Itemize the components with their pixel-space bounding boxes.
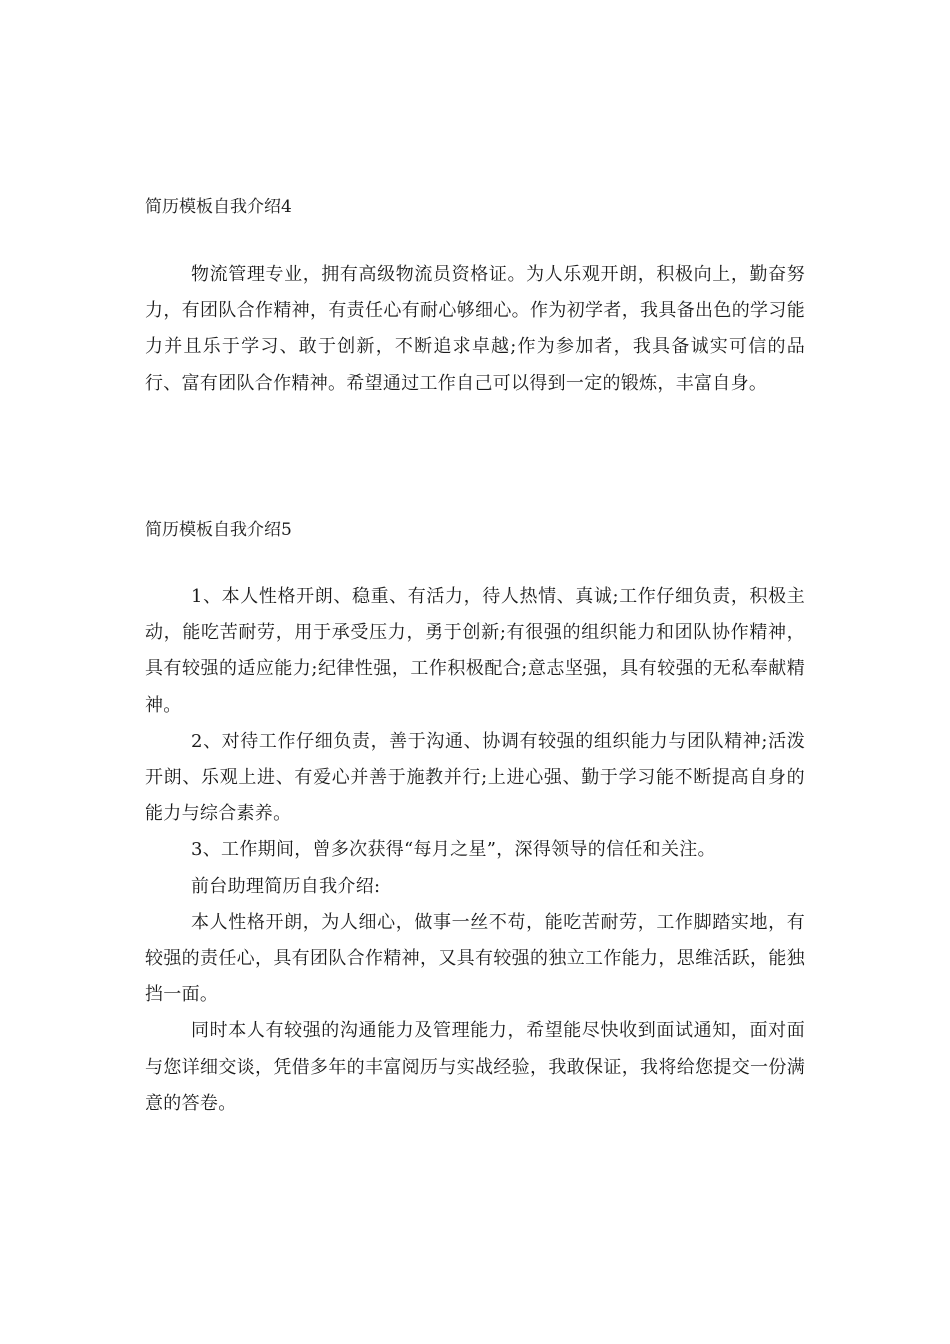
section-body-5	[145, 579, 805, 1122]
paragraph: 本人性格开朗，为人细心，做事一丝不苟，能吃苦耐劳，工作脚踏实地，有较强的责任心，具有团队合作精神，又具有较强的独立工作能力，思维活跃，能独挡一面。	[145, 911, 805, 1006]
paragraph: 同时本人有较强的沟通能力及管理能力，希望能尽快收到面试通知，面对面与您详细交谈，凭借多年的丰富阅历与实战经验，我敢保证，我将给您提交一份满意的答卷。	[145, 1020, 805, 1114]
section-heading-4: 简历模板自我介绍4	[145, 197, 292, 217]
paragraph-item-3: 3、工作期间，曾多次获得“每月之星”，深得领导的信任和关注。	[191, 839, 716, 861]
paragraph: 物流管理专业，拥有高级物流员资格证。为人乐观开朗，积极向上，勤奋努力，有团队合作精神，有责任心有耐心够细心。作为初学者，我具备出色的学习能力并且乐于学习、敢于创新，不断追求卓越;作为参加者，我具备诚实可信的品行、富有团队合作精神。希望通过工作自己可以得到一定的锻炼，丰富自身。	[145, 264, 805, 394]
paragraph-subheading: 前台助理简历自我介绍:	[191, 875, 381, 897]
paragraph-item-1: 1、本人性格开朗、稳重、有活力，待人热情、真诚;工作仔细负责，积极主动，能吃苦耐劳，用于承受压力，勇于创新;有很强的组织能力和团队协作精神，具有较强的适应能力;纪律性强，工作积极配合;意志坚强，具有较强的无私奉献精神。	[145, 586, 805, 716]
section-body-4	[145, 257, 805, 402]
paragraph-item-2: 2、对待工作仔细负责，善于沟通、协调有较强的组织能力与团队精神;活泼开朗、乐观上进、有爱心并善于施教并行;上进心强、勤于学习能不断提高自身的能力与综合素养。	[145, 730, 805, 825]
section-heading-5: 简历模板自我介绍5	[145, 520, 292, 540]
